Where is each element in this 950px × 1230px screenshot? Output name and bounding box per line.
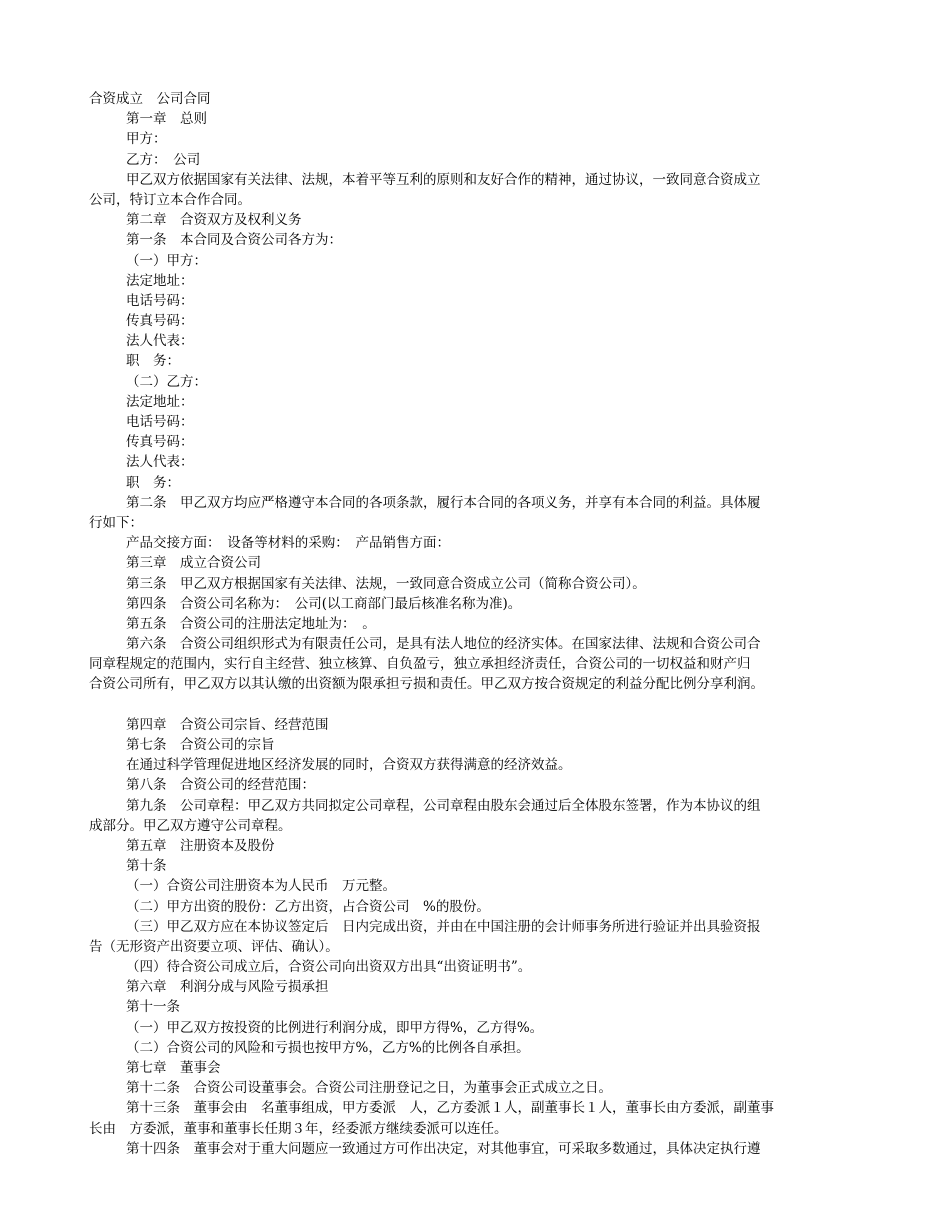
- text-line: 第八条 合资公司的经营范围：: [126, 777, 315, 794]
- paragraph: [89, 493, 859, 533]
- text-line: 法人代表：: [126, 454, 194, 471]
- paragraph-line: 成部分。甲乙双方遵守公司章程。: [89, 817, 292, 834]
- text-line: 电话号码：: [126, 292, 194, 309]
- contract-body: [89, 89, 859, 1159]
- text-line: 甲方：: [126, 131, 167, 148]
- paragraph-line: 甲乙双方依据国家有关法律、法规，本着平等互利的原则和友好合作的精神，通过协议，一致同意合资成立: [126, 171, 761, 188]
- text-line: 第十条: [126, 858, 167, 875]
- text-line: 第十二条 合资公司设董事会。合资公司注册登记之日，为董事会正式成立之日。: [126, 1080, 612, 1097]
- paragraph-line: 行如下：: [89, 514, 143, 531]
- text-line: 第三条 甲乙双方根据国家有关法律、法规，一致同意合资成立公司（简称合资公司）。: [126, 575, 646, 592]
- paragraph: [89, 796, 859, 836]
- text-line: 乙方： 公司: [126, 151, 201, 168]
- text-line: 职 务：: [126, 353, 180, 370]
- text-line: 第四条 合资公司名称为： 公司(以工商部门最后核准名称为准)。: [126, 595, 522, 612]
- text-line: （二）甲方出资的股份：乙方出资，占合资公司 %的股份。: [126, 898, 490, 915]
- text-line: 传真号码：: [126, 313, 194, 330]
- paragraph-line: 公司，特订立本合作合同。: [89, 191, 251, 208]
- text-line: 第七章 董事会: [126, 1060, 221, 1076]
- text-line: （一）甲乙双方按投资的比例进行利润分成，即甲方得%，乙方得%。: [126, 1019, 544, 1036]
- paragraph-line: 第六条 合资公司组织形式为有限责任公司，是具有法人地位的经济实体。在国家法律、法规和合资公司合: [126, 636, 761, 653]
- text-line: 第十四条 董事会对于重大问题应一致通过方可作出决定，对其他事宜，可采取多数通过，具体决定执行遵: [126, 1140, 761, 1157]
- paragraph-line: 第九条 公司章程：甲乙双方共同拟定公司章程，公司章程由股东会通过后全体股东签署，作为本协议的组: [126, 797, 761, 814]
- paragraph-line: 告（无形资产出资要立项、评估、确认）。: [89, 938, 339, 955]
- paragraph: [89, 170, 859, 210]
- text-line: 法定地址：: [126, 272, 194, 289]
- paragraph-line: 合资公司所有，甲乙双方以其认缴的出资额为限承担亏损和责任。甲乙双方按合资规定的利益分配比例分享利润。: [89, 676, 764, 693]
- text-line: 第六章 利润分成与风险亏损承担: [126, 979, 329, 996]
- text-line: 第十一条: [126, 999, 180, 1016]
- text-line: 第五条 合资公司的注册法定地址为： 。: [126, 615, 376, 632]
- paragraph: [89, 1098, 859, 1138]
- text-line: 第三章 成立合资公司: [126, 555, 261, 572]
- text-line: 第五章 注册资本及股份: [126, 837, 275, 854]
- paragraph-line: （三）甲乙双方应在本协议签定后 日内完成出资，并由在中国注册的会计师事务所进行验证并出具验资报: [126, 918, 761, 935]
- paragraph-line: 第十三条 董事会由 名董事组成，甲方委派 人，乙方委派１人，副董事长１人，董事长由方委派，副董事: [126, 1100, 774, 1117]
- text-line: （一）合资公司注册资本为人民币 万元整。: [126, 878, 396, 895]
- text-line: 电话号码：: [126, 414, 194, 430]
- paragraph-line: 第二条 甲乙双方均应严格遵守本合同的各项条款，履行本合同的各项义务，并享有本合同的利益。具体履: [126, 494, 761, 511]
- document-title: 合资成立 公司合同: [89, 91, 211, 107]
- blank-line: [89, 695, 859, 715]
- text-line: 传真号码：: [126, 434, 194, 451]
- text-line: 第七条 合资公司的宗旨: [126, 737, 275, 753]
- text-line: 职 务：: [126, 474, 180, 491]
- paragraph-line: 长由 方委派，董事和董事长任期３年，经委派方继续委派可以连任。: [89, 1120, 508, 1137]
- text-line: （二）合资公司的风险和亏损也按甲方%，乙方%的比例各自承担。: [126, 1039, 530, 1056]
- text-line: 第二章 合资双方及权利义务: [126, 212, 302, 229]
- text-line: （四）待合资公司成立后，合资公司向出资双方出具“出资证明书”。: [126, 959, 532, 976]
- paragraph: [89, 917, 859, 957]
- text-line: 在通过科学管理促进地区经济发展的同时，合资双方获得满意的经济效益。: [126, 757, 572, 774]
- text-line: 第四章 合资公司宗旨、经营范围: [126, 716, 329, 733]
- text-line: 产品交接方面： 设备等材料的采购： 产品销售方面：: [126, 535, 450, 552]
- text-line: 法人代表：: [126, 333, 194, 350]
- text-line: 第一条 本合同及合资公司各方为：: [126, 232, 342, 249]
- text-line: （一）甲方：: [126, 252, 207, 269]
- text-line: 第一章 总则: [126, 111, 207, 128]
- paragraph: [89, 634, 859, 695]
- text-line: 法定地址：: [126, 393, 194, 410]
- text-line: （二）乙方：: [126, 373, 207, 390]
- paragraph-line: 同章程规定的范围内，实行自主经营、独立核算、自负盈亏，独立承担经济责任，合资公司的一切权益和财产归: [89, 656, 751, 673]
